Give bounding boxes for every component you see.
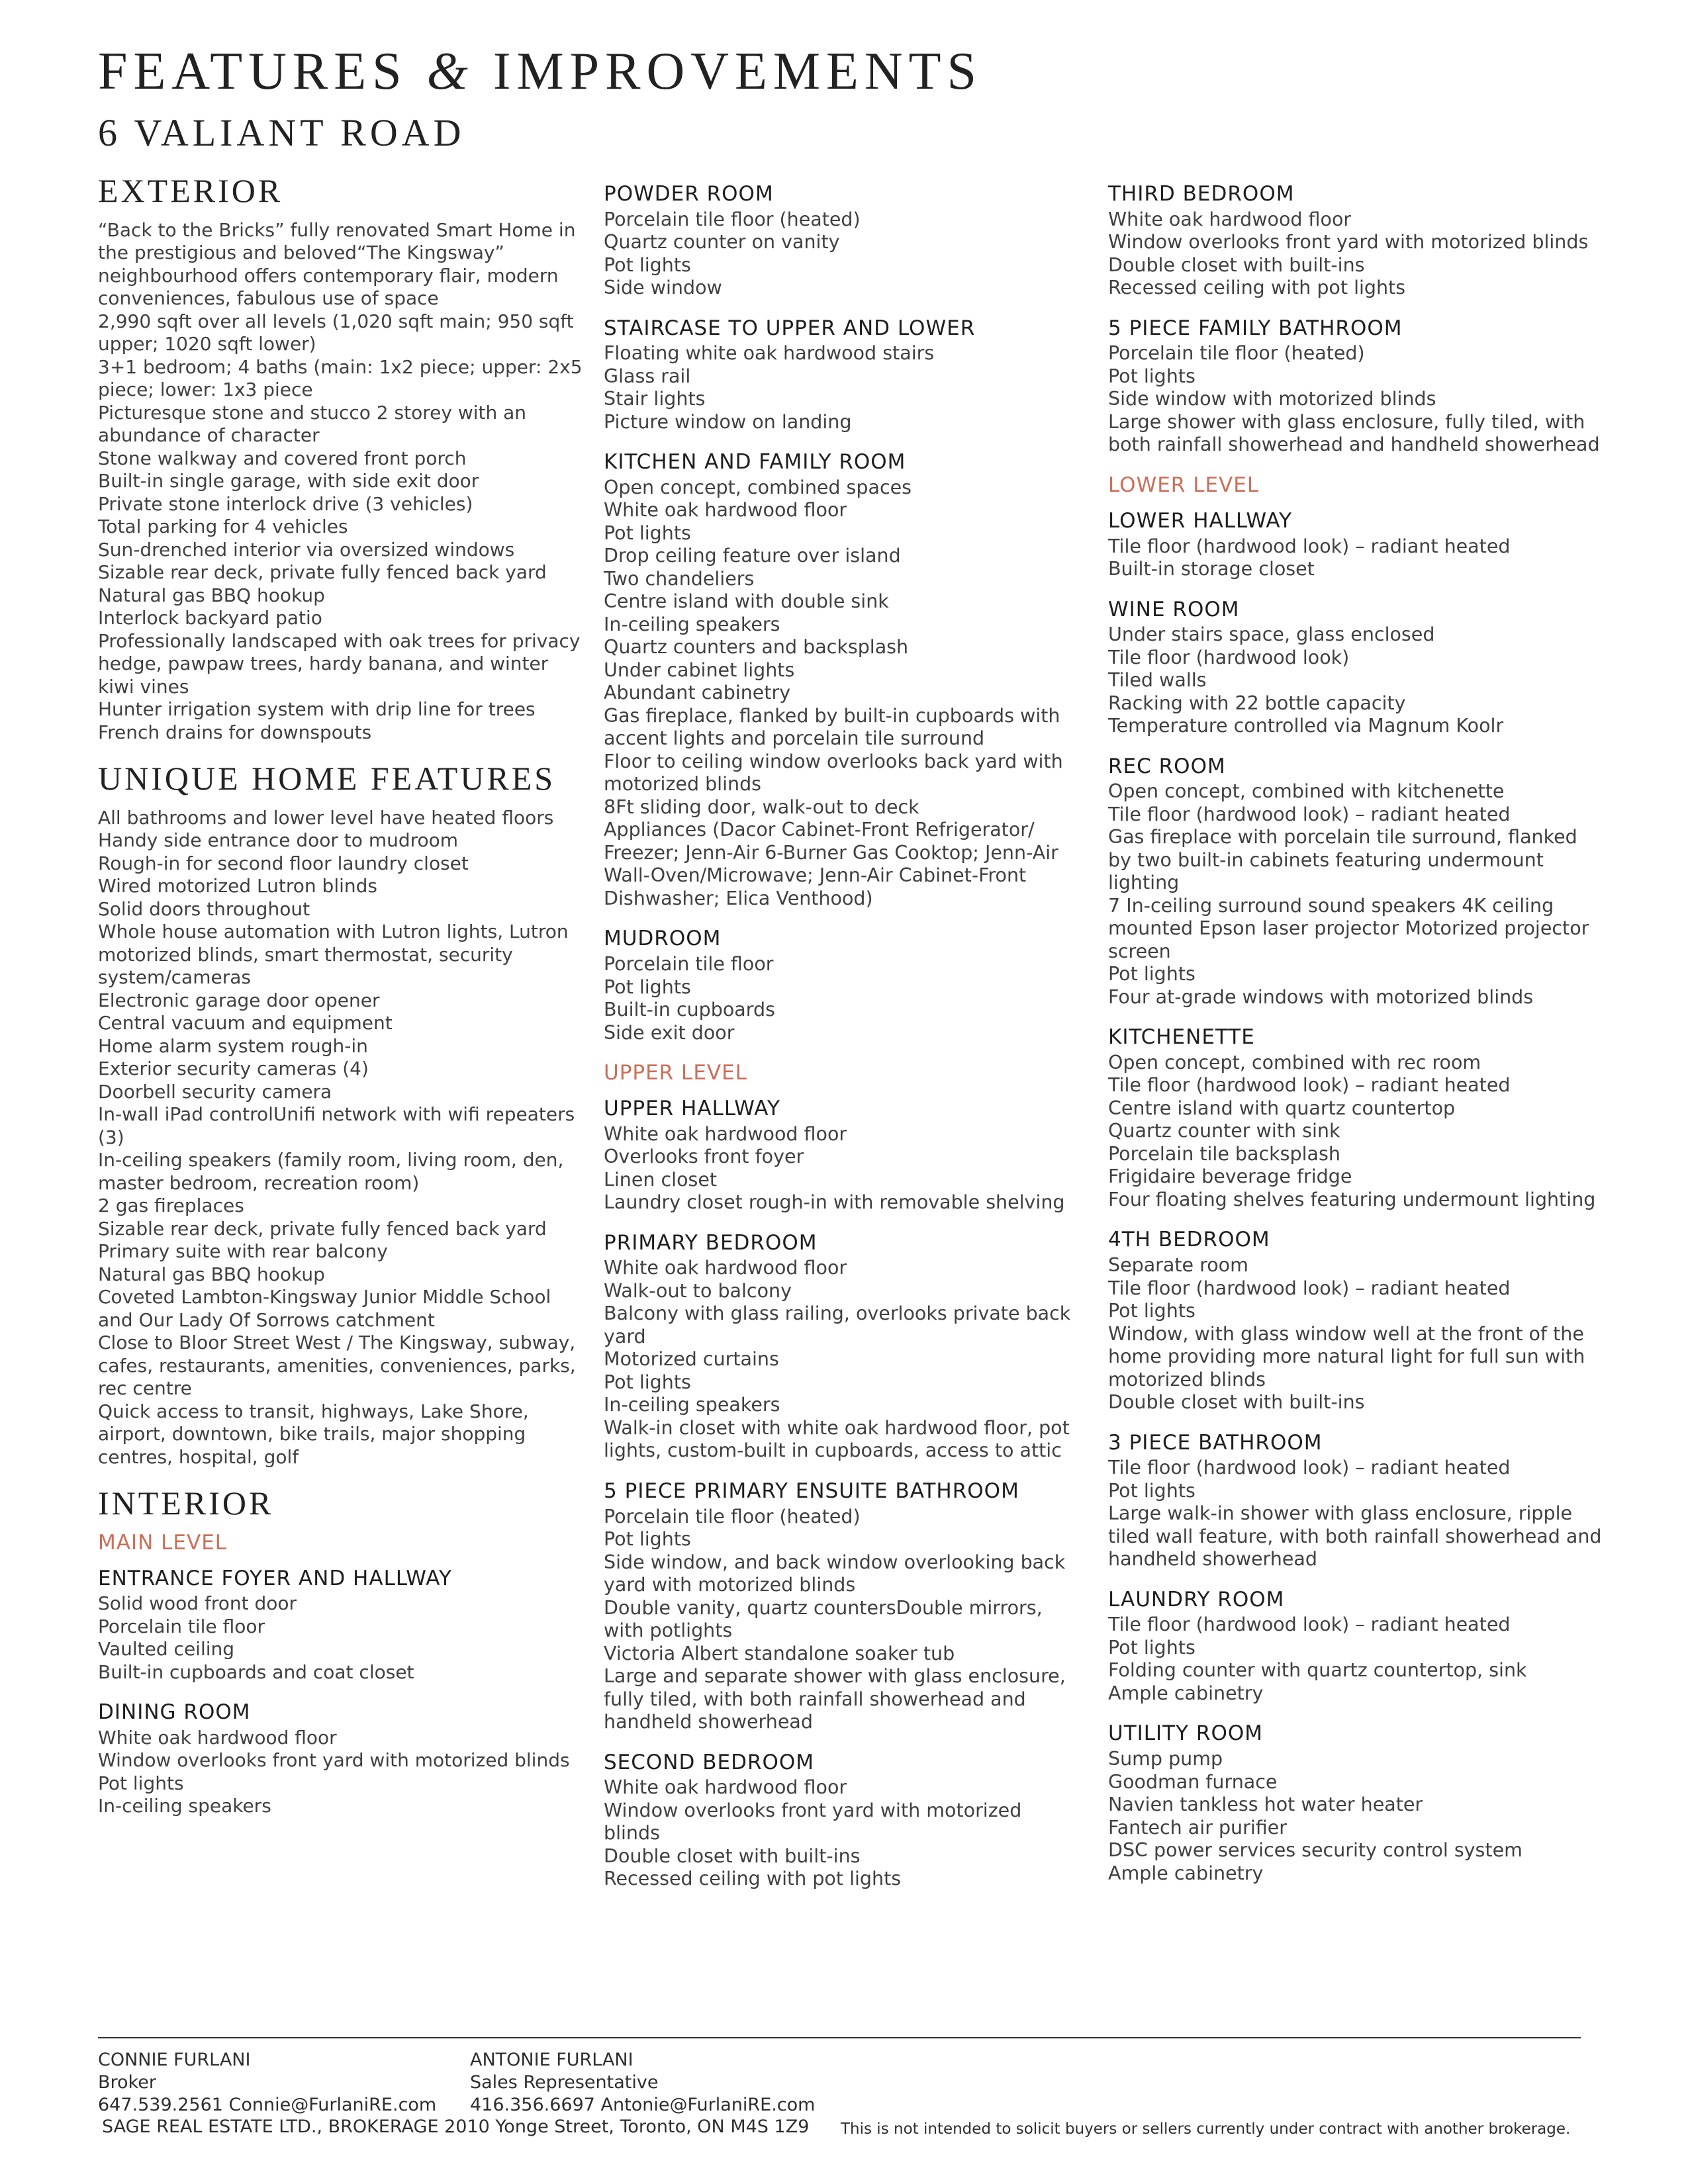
- mudroom-section: [604, 927, 1080, 1044]
- feature-list: [604, 342, 1080, 433]
- list-item: Two chandeliers: [604, 567, 755, 590]
- list-item: Total parking for 4 vehicles: [98, 516, 348, 537]
- list-item: Tile floor (hardwood look) – radiant heated: [1108, 1277, 1511, 1299]
- section-title: 3 PIECE BATHROOM: [1108, 1430, 1323, 1455]
- list-item: Solid doors throughout: [98, 897, 310, 920]
- list-item: Gas fireplace with porcelain tile surround, flanked by two built-in cabinets featuring undermount lighting: [1108, 826, 1577, 894]
- feature-list: [1108, 1254, 1605, 1414]
- section-title: UTILITY ROOM: [1108, 1721, 1263, 1746]
- fourth-bedroom-section: [1108, 1228, 1605, 1414]
- list-item: Walk-out to balcony: [604, 1279, 792, 1302]
- list-item: Pot lights: [604, 1371, 691, 1393]
- list-item: Double closet with built-ins: [604, 1844, 861, 1867]
- list-item: Under stairs space, glass enclosed: [1108, 623, 1435, 646]
- list-item: Double vanity, quartz countersDouble mirrors, with potlights: [604, 1596, 1043, 1642]
- powder-room-section: [604, 183, 1080, 300]
- list-item: Separate room: [1108, 1254, 1248, 1277]
- list-item: Central vacuum and equipment: [98, 1012, 393, 1034]
- list-item: 3+1 bedroom; 4 baths (main: 1x2 piece; upper: 2x5 piece; lower: 1x3 piece: [98, 355, 583, 400]
- section-title: 4TH BEDROOM: [1108, 1228, 1270, 1252]
- section-title: DINING ROOM: [98, 1700, 251, 1725]
- list-item: Quick access to transit, highways, Lake Shore, airport, downtown, bike trails, major shopping centres, hospital, golf: [98, 1400, 529, 1468]
- feature-list: [98, 1727, 588, 1818]
- list-item: Primary suite with rear balcony: [98, 1240, 388, 1262]
- list-item: Tile floor (hardwood look) – radiant heated: [1108, 803, 1511, 825]
- page-title: [98, 42, 983, 101]
- list-item: In-ceiling speakers (family room, living room, den, master bedroom, recreation room): [98, 1149, 564, 1194]
- list-item: Private stone interlock drive (3 vehicles): [98, 492, 473, 515]
- third-bedroom-section: [1108, 183, 1605, 300]
- list-item: Sizable rear deck, private fully fenced back yard: [98, 1217, 547, 1240]
- list-item: French drains for downspouts: [98, 721, 372, 743]
- laundry-room-section: [1108, 1588, 1605, 1706]
- list-item: Side exit door: [604, 1021, 735, 1044]
- section-title: LAUNDRY ROOM: [1108, 1587, 1285, 1612]
- list-item: Ample cabinetry: [1108, 1862, 1264, 1884]
- list-item: Sizable rear deck, private fully fenced back yard: [98, 561, 547, 583]
- list-item: Built-in cupboards: [604, 999, 775, 1021]
- section-title: KITCHEN AND FAMILY ROOM: [604, 450, 906, 475]
- list-item: Four at-grade windows with motorized blinds: [1108, 985, 1534, 1008]
- list-item: In-ceiling speakers: [604, 1394, 780, 1416]
- upper-level-label: UPPER LEVEL: [604, 1061, 747, 1085]
- list-item: Walk-in closet with white oak hardwood floor, pot lights, custom-built in cupboards, access to attic: [604, 1416, 1070, 1462]
- column-left: [98, 173, 588, 1835]
- feature-list: [604, 1123, 1080, 1214]
- list-item: Built-in storage closet: [1108, 558, 1315, 580]
- column-middle: [604, 183, 1080, 1908]
- section-title: 5 PIECE FAMILY BATHROOM: [1108, 316, 1403, 340]
- rec-room-section: [1108, 755, 1605, 1009]
- list-item: Porcelain tile floor: [98, 1615, 265, 1637]
- list-item: Porcelain tile backsplash: [1108, 1142, 1340, 1165]
- list-item: Recessed ceiling with pot lights: [1108, 277, 1406, 299]
- wine-room-section: [1108, 598, 1605, 738]
- unique-features-list: [98, 807, 588, 1469]
- list-item: Double closet with built-ins: [1108, 253, 1365, 276]
- list-item: Abundant cabinetry: [604, 682, 791, 704]
- list-item: In-ceiling speakers: [604, 613, 780, 635]
- disclaimer: This is not intended to solicit buyers or sellers currently under contract with another brokerage.: [841, 2120, 1571, 2138]
- list-item: Overlooks front foyer: [604, 1146, 804, 1168]
- list-item: Quartz counter on vanity: [604, 231, 840, 253]
- list-item: Double closet with built-ins: [1108, 1391, 1365, 1414]
- list-item: Navien tankless hot water heater: [1108, 1794, 1423, 1815]
- list-item: Tile floor (hardwood look) – radiant heated: [1108, 1614, 1511, 1636]
- list-item: 2,990 sqft over all levels (1,020 sqft main; 950 sqft upper; 1020 sqft lower): [98, 310, 574, 355]
- utility-room-section: [1108, 1722, 1605, 1885]
- agent-phone-email: 416.356.6697 Antonie@FurlaniRE.com: [470, 2095, 816, 2115]
- list-item: Side window, and back window overlooking back yard with motorized blinds: [604, 1551, 1066, 1596]
- list-item: Motorized curtains: [604, 1348, 779, 1371]
- list-item: Built-in cupboards and coat closet: [98, 1661, 414, 1683]
- list-item: Large walk-in shower with glass enclosure, ripple tiled wall feature, with both rainfall showerhead and handheld showerhead: [1108, 1502, 1602, 1570]
- footer-divider: [98, 2037, 1581, 2038]
- list-item: Side window: [604, 277, 722, 299]
- list-item: Appliances (Dacor Cabinet-Front Refrigerator/ Freezer; Jenn-Air 6-Burner Gas Cooktop; Jenn-Air Wall-Oven/Microwave; Jenn-Air Cabinet-Front Dishwasher; Elica Venthood): [604, 819, 1058, 909]
- second-bedroom-section: [604, 1751, 1080, 1891]
- feature-list: [1108, 1052, 1605, 1212]
- section-title: THIRD BEDROOM: [1108, 182, 1295, 206]
- agent-role: Broker: [98, 2072, 156, 2093]
- list-item: Under cabinet lights: [604, 659, 795, 681]
- section-title: 5 PIECE PRIMARY ENSUITE BATHROOM: [604, 1479, 1019, 1503]
- list-item: Pot lights: [1108, 1300, 1196, 1322]
- agent-name: CONNIE FURLANI: [98, 2050, 251, 2070]
- list-item: Recessed ceiling with pot lights: [604, 1868, 902, 1890]
- feature-list: [1108, 623, 1605, 738]
- list-item: Large and separate shower with glass enclosure, fully tiled, with both rainfall showerhead and handheld showerhead: [604, 1665, 1066, 1733]
- list-item: Electronic garage door opener: [98, 989, 380, 1011]
- list-item: Pot lights: [1108, 963, 1196, 985]
- feature-list: [604, 208, 1080, 300]
- list-item: Close to Bloor Street West / The Kingsway, subway, cafes, restaurants, amenities, conveniences, parks, rec centre: [98, 1332, 576, 1399]
- list-item: Victoria Albert standalone soaker tub: [604, 1642, 955, 1664]
- feature-list: [1108, 1457, 1605, 1571]
- list-item: Handy side entrance door to mudroom: [98, 829, 459, 851]
- title-ampersand: &: [426, 42, 474, 101]
- section-title: WINE ROOM: [1108, 597, 1240, 621]
- list-item: Window overlooks front yard with motorized blinds: [98, 1749, 570, 1772]
- main-level-label: MAIN LEVEL: [98, 1530, 228, 1555]
- primary-bedroom-section: [604, 1232, 1080, 1463]
- three-piece-bathroom-section: [1108, 1432, 1605, 1571]
- list-item: Natural gas BBQ hookup: [98, 1263, 325, 1285]
- list-item: Rough-in for second floor laundry closet: [98, 852, 469, 874]
- section-title: REC ROOM: [1108, 754, 1226, 778]
- list-item: Large shower with glass enclosure, fully tiled, with both rainfall showerhead and handheld showerhead: [1108, 410, 1600, 456]
- list-item: Centre island with quartz countertop: [1108, 1097, 1456, 1119]
- feature-list: [1108, 208, 1605, 300]
- upper-hallway-section: [604, 1097, 1080, 1214]
- list-item: White oak hardwood floor: [604, 1122, 847, 1145]
- list-item: Pot lights: [604, 1528, 691, 1551]
- list-item: Pot lights: [98, 1772, 184, 1794]
- list-item: Natural gas BBQ hookup: [98, 584, 325, 606]
- list-item: Porcelain tile floor (heated): [1108, 342, 1365, 365]
- list-item: Glass rail: [604, 365, 691, 387]
- list-item: 7 In-ceiling surround sound speakers 4K ceiling mounted Epson laser projector Motorized projector screen: [1108, 894, 1589, 962]
- list-item: Sump pump: [1108, 1748, 1223, 1770]
- list-item: Ample cabinetry: [1108, 1682, 1264, 1704]
- list-item: Pot lights: [1108, 365, 1196, 387]
- section-title: ENTRANCE FOYER AND HALLWAY: [98, 1566, 452, 1590]
- section-title: PRIMARY BEDROOM: [604, 1230, 818, 1255]
- list-item: In-ceiling speakers: [98, 1795, 271, 1817]
- list-item: Porcelain tile floor (heated): [604, 208, 861, 230]
- list-item: White oak hardwood floor: [604, 1257, 847, 1279]
- feature-list: [1108, 780, 1605, 1009]
- list-item: Tile floor (hardwood look) – radiant heated: [1108, 1074, 1511, 1097]
- interior-heading: INTERIOR: [98, 1484, 274, 1522]
- list-item: Laundry closet rough-in with removable shelving: [604, 1191, 1065, 1214]
- list-item: Sun-drenched interior via oversized windows: [98, 538, 515, 561]
- brokerage-address: SAGE REAL ESTATE LTD., BROKERAGE 2010 Yonge Street, Toronto, ON M4S 1Z9: [102, 2116, 810, 2137]
- list-item: Solid wood front door: [98, 1592, 297, 1615]
- list-item: Coveted Lambton-Kingsway Junior Middle School and Our Lady Of Sorrows catchment: [98, 1286, 551, 1331]
- list-item: Home alarm system rough-in: [98, 1034, 368, 1057]
- dining-room-section: [98, 1701, 588, 1818]
- feature-list: [1108, 342, 1605, 457]
- feature-list: [604, 1257, 1080, 1463]
- feature-list: [604, 1506, 1080, 1734]
- column-right: [1108, 183, 1605, 1902]
- list-item: Vaulted ceiling: [98, 1638, 235, 1661]
- list-item: Floating white oak hardwood stairs: [604, 342, 935, 365]
- property-address: 6 VALIANT ROAD: [98, 111, 465, 154]
- feature-list: [604, 1776, 1080, 1891]
- list-item: Picture window on landing: [604, 410, 852, 433]
- list-item: Porcelain tile floor: [604, 953, 774, 976]
- family-bathroom-section: [1108, 317, 1605, 457]
- list-item: Professionally landscaped with oak trees for privacy hedge, pawpaw trees, hardy banana, and winter kiwi vines: [98, 629, 581, 698]
- list-item: Interlock backyard patio: [98, 607, 322, 629]
- exterior-list: [98, 219, 588, 745]
- list-item: Stair lights: [604, 388, 706, 410]
- list-item: Exterior security cameras (4): [98, 1058, 369, 1079]
- list-item: Side window with motorized blinds: [1108, 388, 1436, 410]
- section-title: SECOND BEDROOM: [604, 1750, 815, 1774]
- list-item: 2 gas fireplaces: [98, 1195, 244, 1216]
- title-part-features: FEATURES: [98, 42, 408, 101]
- feature-list: [1108, 1614, 1605, 1705]
- list-item: Open concept, combined with rec room: [1108, 1051, 1481, 1073]
- list-item: Tile floor (hardwood look): [1108, 646, 1350, 668]
- feature-list: [1108, 1748, 1605, 1885]
- list-item: All bathrooms and lower level have heated floors: [98, 806, 554, 829]
- list-item: Gas fireplace, flanked by built-in cupboards with accent lights and porcelain tile surround: [604, 704, 1060, 750]
- list-item: Picturesque stone and stucco 2 storey with an abundance of character: [98, 401, 527, 446]
- list-item: Tile floor (hardwood look) – radiant heated: [1108, 1457, 1511, 1479]
- agent-phone-email: 647.539.2561 Connie@FurlaniRE.com: [98, 2095, 437, 2115]
- list-item: 8Ft sliding door, walk-out to deck: [604, 796, 919, 818]
- list-item: Window overlooks front yard with motorized blinds: [604, 1799, 1022, 1844]
- list-item: Doorbell security camera: [98, 1080, 332, 1103]
- list-item: In-wall iPad controlUnifi network with wifi repeaters (3): [98, 1103, 575, 1148]
- list-item: Balcony with glass railing, overlooks private back yard: [604, 1302, 1071, 1347]
- list-item: Tiled walls: [1108, 669, 1207, 692]
- kitchenette-section: [1108, 1026, 1605, 1211]
- feature-list: [604, 953, 1080, 1044]
- feature-list: [1108, 535, 1605, 581]
- list-item: Centre island with double sink: [604, 590, 889, 613]
- list-item: Pot lights: [1108, 1479, 1196, 1502]
- list-item: Open concept, combined spaces: [604, 476, 912, 498]
- list-item: Quartz counters and backsplash: [604, 636, 909, 659]
- list-item: Four floating shelves featuring undermount lighting: [1108, 1188, 1596, 1210]
- unique-features-heading: UNIQUE HOME FEATURES: [98, 760, 556, 797]
- list-item: DSC power services security control system: [1108, 1839, 1523, 1861]
- list-item: Porcelain tile floor (heated): [604, 1505, 861, 1527]
- staircase-section: [604, 317, 1080, 434]
- unique-features-section: [98, 807, 588, 1469]
- list-item: “Back to the Bricks” fully renovated Smart Home in the prestigious and beloved“The Kingsway” neighbourhood offers contemporary flair, modern conveniences, fabulous use of space: [98, 218, 576, 309]
- list-item: Fantech air purifier: [1108, 1816, 1287, 1839]
- list-item: Folding counter with quartz countertop, sink: [1108, 1659, 1527, 1682]
- section-title: STAIRCASE TO UPPER AND LOWER: [604, 316, 976, 340]
- section-title: LOWER HALLWAY: [1108, 508, 1293, 533]
- list-item: Whole house automation with Lutron lights, Lutron motorized blinds, smart thermostat, security system/cameras: [98, 921, 569, 988]
- list-item: Racking with 22 bottle capacity: [1108, 692, 1406, 714]
- list-item: White oak hardwood floor: [98, 1726, 337, 1749]
- list-item: Linen closet: [604, 1168, 718, 1191]
- list-item: White oak hardwood floor: [604, 499, 847, 522]
- list-item: Quartz counter with sink: [1108, 1120, 1340, 1142]
- title-part-improvements: IMPROVEMENTS: [492, 42, 983, 101]
- list-item: Window overlooks front yard with motorized blinds: [1108, 231, 1589, 253]
- entrance-foyer-section: [98, 1567, 588, 1684]
- exterior-heading: EXTERIOR: [98, 172, 283, 209]
- list-item: Open concept, combined with kitchenette: [1108, 780, 1505, 803]
- section-title: UPPER HALLWAY: [604, 1097, 780, 1121]
- list-item: Pot lights: [604, 522, 691, 544]
- agent-name: ANTONIE FURLANI: [470, 2050, 633, 2070]
- agent-contact-antonie: [470, 2049, 815, 2116]
- section-title: KITCHENETTE: [1108, 1025, 1255, 1050]
- list-item: Floor to ceiling window overlooks back yard with motorized blinds: [604, 750, 1063, 796]
- list-item: Wired motorized Lutron blinds: [98, 875, 377, 897]
- lower-hallway-section: [1108, 510, 1605, 581]
- list-item: White oak hardwood floor: [604, 1776, 847, 1799]
- section-title: POWDER ROOM: [604, 182, 774, 206]
- list-item: Goodman furnace: [1108, 1770, 1278, 1793]
- feature-list: [604, 477, 1080, 911]
- list-item: White oak hardwood floor: [1108, 208, 1352, 230]
- section-title: MUDROOM: [604, 927, 722, 951]
- agent-role: Sales Representative: [470, 2072, 659, 2093]
- list-item: Pot lights: [1108, 1636, 1196, 1659]
- list-item: Tile floor (hardwood look) – radiant heated: [1108, 535, 1511, 557]
- list-item: Pot lights: [604, 253, 691, 276]
- list-item: Window, with glass window well at the front of the home providing more natural light for full sun with motorized blinds: [1108, 1322, 1585, 1390]
- list-item: Built-in single garage, with side exit door: [98, 470, 479, 492]
- list-item: Frigidaire beverage fridge: [1108, 1165, 1352, 1188]
- exterior-section: [98, 219, 588, 745]
- agent-contact-connie: [98, 2049, 436, 2116]
- lower-level-label: LOWER LEVEL: [1108, 473, 1260, 497]
- list-item: Pot lights: [604, 976, 691, 998]
- feature-list: [98, 1592, 588, 1684]
- list-item: Drop ceiling feature over island: [604, 545, 901, 567]
- list-item: Temperature controlled via Magnum Koolr: [1108, 715, 1504, 737]
- list-item: Stone walkway and covered front porch: [98, 447, 467, 469]
- list-item: Hunter irrigation system with drip line for trees: [98, 698, 536, 720]
- primary-ensuite-section: [604, 1480, 1080, 1734]
- kitchen-family-room-section: [604, 451, 1080, 910]
